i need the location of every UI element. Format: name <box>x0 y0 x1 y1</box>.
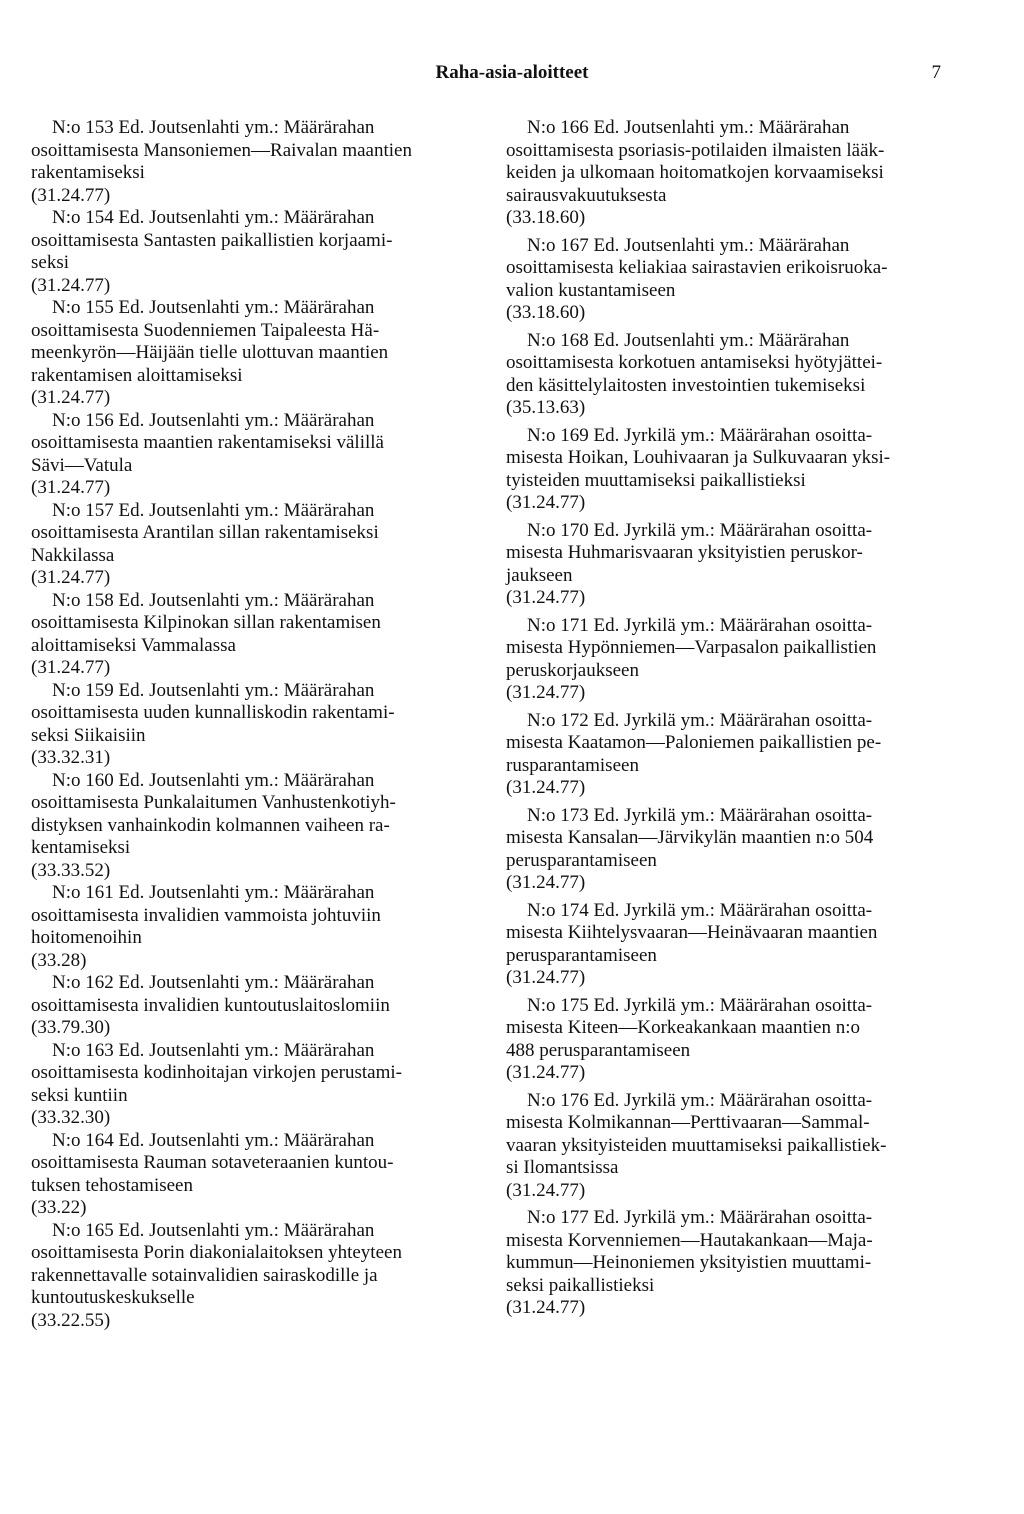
entry-text-line: osoittamisesta Kilpinokan sillan rakentamisen <box>31 612 381 633</box>
initiative-entry <box>31 207 479 297</box>
entry-text-line: valion kustantamiseen <box>506 279 676 301</box>
entry-heading: N:o 169 Ed. Jyrkilä ym.: Määrärahan osoitta- <box>527 424 873 446</box>
entry-text-line: kuntoutuskeskukselle <box>31 1287 195 1308</box>
initiative-entry <box>31 500 479 590</box>
budget-code: (35.13.63) <box>506 397 586 418</box>
entry-heading: N:o 165 Ed. Joutsenlahti ym.: Määrärahan <box>52 1219 375 1241</box>
entry-heading: N:o 155 Ed. Joutsenlahti ym.: Määrärahan <box>52 297 375 318</box>
entry-text-line: osoittamisesta invalidien kuntoutuslaitoslomiin <box>31 994 390 1016</box>
budget-code: (33.79.30) <box>31 1017 111 1038</box>
budget-code: (31.24.77) <box>31 387 111 408</box>
entry-text-line: perusparantamiseen <box>506 849 657 871</box>
initiative-entry <box>506 425 954 515</box>
initiative-entry <box>31 1220 479 1333</box>
budget-code: (31.24.77) <box>506 1179 586 1201</box>
entry-heading: N:o 172 Ed. Jyrkilä ym.: Määrärahan osoitta- <box>527 709 873 731</box>
entry-heading: N:o 160 Ed. Joutsenlahti ym.: Määrärahan <box>52 769 375 791</box>
budget-code: (31.24.77) <box>506 1062 586 1083</box>
entry-text-line: peruskorjaukseen <box>506 659 639 681</box>
entry-text-line: misesta Huhmarisvaaran yksityistien peruskor- <box>506 542 863 563</box>
initiative-entry <box>31 972 479 1040</box>
entry-text-line: rakennettavalle sotainvalidien sairaskodille ja <box>31 1264 378 1286</box>
entry-text-line: osoittamisesta maantien rakentamiseksi välillä <box>31 432 384 453</box>
entry-text-line: osoittamisesta Suodenniemen Taipaleesta Hä- <box>31 319 380 341</box>
entry-heading: N:o 167 Ed. Joutsenlahti ym.: Määrärahan <box>527 234 850 256</box>
entry-text-line: osoittamisesta invalidien vammoista johtuviin <box>31 904 381 926</box>
entry-heading: N:o 156 Ed. Joutsenlahti ym.: Määrärahan <box>52 409 375 431</box>
entry-text-line: seksi <box>31 252 69 273</box>
entry-text-line: misesta Kiihtelysvaaran—Heinävaaran maantien <box>506 922 878 943</box>
initiative-entry <box>506 1090 954 1203</box>
entry-text-line: osoittamisesta kodinhoitajan virkojen perustami- <box>31 1062 402 1083</box>
page-header <box>0 62 1024 88</box>
entry-heading: N:o 159 Ed. Joutsenlahti ym.: Määrärahan <box>52 679 375 701</box>
entry-text-line: osoittamisesta psoriasis-potilaiden ilmaisten lääk- <box>506 139 885 161</box>
entry-text-line: aloittamiseksi Vammalassa <box>31 634 236 656</box>
entry-text-line: tyisteiden muuttamiseksi paikallistieksi <box>506 469 806 491</box>
entry-heading: N:o 154 Ed. Joutsenlahti ym.: Määrärahan <box>52 207 375 228</box>
entry-text-line: kummun—Heinoniemen yksityistien muuttami- <box>506 1252 872 1273</box>
entry-text-line: rusparantamiseen <box>506 754 639 776</box>
entry-heading: N:o 164 Ed. Joutsenlahti ym.: Määrärahan <box>52 1129 375 1151</box>
entry-text-line: osoittamisesta Porin diakonialaitoksen yhteyteen <box>31 1242 402 1263</box>
budget-code: (31.24.77) <box>506 1297 586 1318</box>
initiative-entry <box>31 1130 479 1220</box>
initiative-entry <box>31 297 479 410</box>
entry-text-line: osoittamisesta Santasten paikallistien korjaami- <box>31 229 393 251</box>
initiative-entry <box>506 995 954 1085</box>
entry-text-line: 488 perusparantamiseen <box>506 1039 691 1061</box>
entry-text-line: osoittamisesta Punkalaitumen Vanhustenkotiyh- <box>31 792 396 813</box>
entry-heading: N:o 176 Ed. Jyrkilä ym.: Määrärahan osoitta- <box>527 1089 873 1111</box>
budget-code: (31.24.77) <box>506 587 586 608</box>
entry-heading: N:o 161 Ed. Joutsenlahti ym.: Määrärahan <box>52 882 375 903</box>
budget-code: (31.24.77) <box>31 274 111 296</box>
entry-text-line: si Ilomantsissa <box>506 1157 619 1178</box>
entry-heading: N:o 158 Ed. Joutsenlahti ym.: Määrärahan <box>52 589 375 611</box>
running-header-title: Raha-asia-aloitteet <box>435 62 589 83</box>
budget-code: (33.32.30) <box>31 1107 111 1128</box>
entry-text-line: osoittamisesta keliakiaa sairastavien erikoisruoka- <box>506 257 888 278</box>
budget-code: (31.24.77) <box>31 184 111 206</box>
entry-heading: N:o 175 Ed. Jyrkilä ym.: Määrärahan osoitta- <box>527 994 873 1016</box>
entry-text-line: osoittamisesta Rauman sotaveteraanien kuntou- <box>31 1152 394 1173</box>
budget-code: (31.24.77) <box>31 657 111 678</box>
budget-code: (31.24.77) <box>506 492 586 513</box>
entry-text-line: misesta Hoikan, Louhivaaran ja Sulkuvaaran yksi- <box>506 447 891 468</box>
entry-text-line: seksi paikallistieksi <box>506 1274 655 1296</box>
budget-code: (31.24.77) <box>31 567 111 588</box>
initiative-entry <box>506 615 954 705</box>
initiative-entry <box>31 680 479 770</box>
entry-text-line: osoittamisesta korkotuen antamiseksi hyötyjättei- <box>506 352 883 373</box>
page-number: 7 <box>931 62 941 83</box>
initiative-entry <box>31 590 479 680</box>
entry-heading: N:o 174 Ed. Jyrkilä ym.: Määrärahan osoitta- <box>527 899 873 921</box>
entry-text-line: misesta Kansalan—Järvikylän maantien n:o 504 <box>506 827 874 848</box>
entry-text-line: perusparantamiseen <box>506 944 657 966</box>
entry-text-line: misesta Kiteen—Korkeakankaan maantien n:o <box>506 1017 861 1038</box>
entry-heading: N:o 166 Ed. Joutsenlahti ym.: Määrärahan <box>527 117 850 138</box>
entry-text-line: den käsittelylaitosten investointien tukemiseksi <box>506 374 866 396</box>
entry-text-line: Sävi—Vatula <box>31 454 133 476</box>
initiative-entry <box>31 882 479 972</box>
entry-heading: N:o 163 Ed. Joutsenlahti ym.: Määrärahan <box>52 1039 375 1061</box>
initiative-entry <box>506 1207 954 1320</box>
initiative-entry <box>31 770 479 883</box>
entry-text-line: seksi Siikaisiin <box>31 724 146 746</box>
budget-code: (33.33.52) <box>31 859 111 881</box>
initiative-entry <box>506 710 954 800</box>
budget-code: (31.24.77) <box>506 777 586 798</box>
entry-heading: N:o 171 Ed. Jyrkilä ym.: Määrärahan osoitta- <box>527 614 873 636</box>
entry-text-line: rakentamisen aloittamiseksi <box>31 364 243 386</box>
entry-heading: N:o 162 Ed. Joutsenlahti ym.: Määrärahan <box>52 972 375 993</box>
budget-code: (33.22.55) <box>31 1309 111 1331</box>
entry-text-line: tuksen tehostamiseen <box>31 1174 193 1196</box>
entry-text-line: seksi kuntiin <box>31 1084 128 1106</box>
initiative-entry <box>506 805 954 895</box>
entry-heading: N:o 170 Ed. Jyrkilä ym.: Määrärahan osoitta- <box>527 519 873 541</box>
entry-text-line: jaukseen <box>506 564 573 586</box>
initiative-entry <box>506 900 954 990</box>
initiative-entry <box>506 235 954 325</box>
entry-text-line: hoitomenoihin <box>31 927 142 948</box>
entry-heading: N:o 157 Ed. Joutsenlahti ym.: Määrärahan <box>52 499 375 521</box>
entry-text-line: misesta Kolmikannan—Perttivaaran—Sammal- <box>506 1112 870 1133</box>
initiative-entry <box>506 520 954 610</box>
entry-text-line: distyksen vanhainkodin kolmannen vaiheen ra- <box>31 814 390 836</box>
budget-code: (33.28) <box>31 949 87 971</box>
entry-heading: N:o 153 Ed. Joutsenlahti ym.: Määrärahan <box>52 117 375 138</box>
budget-code: (33.32.31) <box>31 747 111 768</box>
budget-code: (31.24.77) <box>506 682 586 703</box>
entry-text-line: kentamiseksi <box>31 837 131 858</box>
entry-heading: N:o 168 Ed. Joutsenlahti ym.: Määrärahan <box>527 329 850 351</box>
entry-heading: N:o 177 Ed. Jyrkilä ym.: Määrärahan osoitta- <box>527 1207 873 1228</box>
entry-text-line: misesta Kaatamon—Paloniemen paikallistien pe- <box>506 732 882 753</box>
entry-text-line: sairausvakuutuksesta <box>506 184 667 206</box>
entry-text-line: osoittamisesta Arantilan sillan rakentamiseksi <box>31 522 379 543</box>
budget-code: (31.24.77) <box>31 477 111 498</box>
budget-code: (31.24.77) <box>506 967 586 988</box>
entry-text-line: osoittamisesta Mansoniemen—Raivalan maantien <box>31 139 412 161</box>
entry-text-line: keiden ja ulkomaan hoitomatkojen korvaamiseksi <box>506 162 884 183</box>
budget-code: (31.24.77) <box>506 872 586 893</box>
entry-text-line: misesta Hypönniemen—Varpasalon paikallistien <box>506 637 877 658</box>
entry-text-line: rakentamiseksi <box>31 162 145 183</box>
initiative-entry <box>31 117 479 207</box>
right-column <box>506 117 954 1325</box>
initiative-entry <box>31 410 479 500</box>
entry-text-line: osoittamisesta uuden kunnalliskodin rakentami- <box>31 702 395 723</box>
budget-code: (33.18.60) <box>506 207 586 228</box>
budget-code: (33.18.60) <box>506 302 586 323</box>
entry-text-line: meenkyrön—Häijään tielle ulottuvan maantien <box>31 342 389 363</box>
entry-heading: N:o 173 Ed. Jyrkilä ym.: Määrärahan osoitta- <box>527 804 873 826</box>
entry-text-line: vaaran yksityisteiden muuttamiseksi paikallistiek- <box>506 1134 887 1156</box>
budget-code: (33.22) <box>31 1197 87 1218</box>
initiative-entry <box>31 1040 479 1130</box>
left-column <box>31 117 479 1332</box>
initiative-entry <box>506 330 954 420</box>
initiative-entry <box>506 117 954 230</box>
entry-text-line: misesta Korvenniemen—Hautakankaan—Maja- <box>506 1229 873 1251</box>
entry-text-line: Nakkilassa <box>31 544 115 566</box>
